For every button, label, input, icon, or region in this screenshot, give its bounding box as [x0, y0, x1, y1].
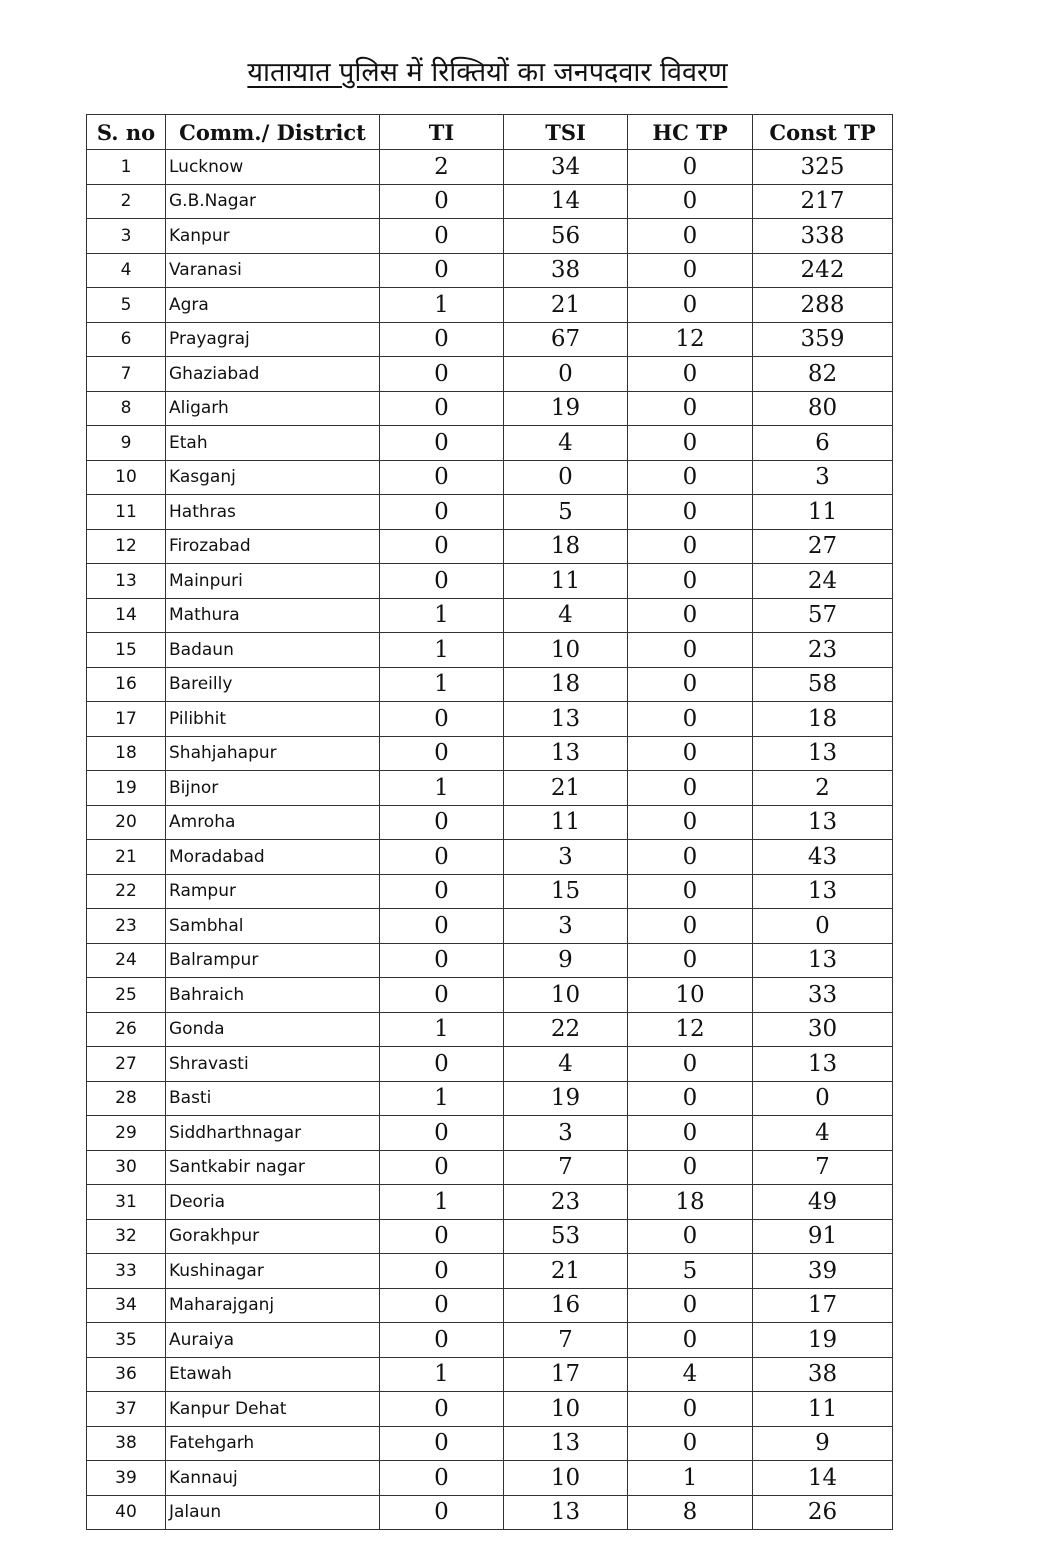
cell-const-tp: 26 [753, 1495, 893, 1530]
table-row [87, 1081, 893, 1116]
cell-ti: 0 [380, 460, 504, 495]
cell-sno: 27 [87, 1047, 166, 1082]
cell-const-tp: 3 [753, 460, 893, 495]
cell-const-tp: 58 [753, 667, 893, 702]
cell-ti: 0 [380, 219, 504, 254]
cell-hc-tp: 0 [628, 1219, 753, 1254]
cell-tsi: 53 [504, 1219, 628, 1254]
cell-district: Pilibhit [166, 702, 380, 737]
cell-const-tp: 33 [753, 978, 893, 1013]
cell-hc-tp: 0 [628, 1081, 753, 1116]
cell-district: Balrampur [166, 943, 380, 978]
table-row [87, 978, 893, 1013]
cell-district: Varanasi [166, 253, 380, 288]
cell-hc-tp: 0 [628, 874, 753, 909]
cell-ti: 1 [380, 598, 504, 633]
cell-district: Santkabir nagar [166, 1150, 380, 1185]
cell-sno: 20 [87, 805, 166, 840]
cell-sno: 34 [87, 1288, 166, 1323]
cell-hc-tp: 18 [628, 1185, 753, 1220]
cell-tsi: 23 [504, 1185, 628, 1220]
cell-const-tp: 325 [753, 150, 893, 185]
cell-tsi: 13 [504, 1426, 628, 1461]
cell-const-tp: 11 [753, 1392, 893, 1427]
cell-tsi: 4 [504, 1047, 628, 1082]
header-district: Comm./ District [166, 115, 380, 150]
cell-district: Sambhal [166, 909, 380, 944]
table-row [87, 1047, 893, 1082]
cell-ti: 0 [380, 1047, 504, 1082]
cell-district: Ghaziabad [166, 357, 380, 392]
cell-district: Firozabad [166, 529, 380, 564]
cell-tsi: 67 [504, 322, 628, 357]
header-sno: S. no [87, 115, 166, 150]
cell-const-tp: 288 [753, 288, 893, 323]
cell-district: Kannauj [166, 1461, 380, 1496]
table-body [87, 150, 893, 1530]
table-row [87, 1185, 893, 1220]
cell-ti: 0 [380, 978, 504, 1013]
cell-district: Auraiya [166, 1323, 380, 1358]
cell-ti: 0 [380, 909, 504, 944]
cell-tsi: 10 [504, 978, 628, 1013]
cell-sno: 23 [87, 909, 166, 944]
cell-hc-tp: 0 [628, 598, 753, 633]
table-row [87, 667, 893, 702]
cell-hc-tp: 0 [628, 1426, 753, 1461]
table-row [87, 1116, 893, 1151]
cell-district: Shravasti [166, 1047, 380, 1082]
cell-sno: 6 [87, 322, 166, 357]
cell-hc-tp: 0 [628, 219, 753, 254]
cell-district: Bahraich [166, 978, 380, 1013]
cell-tsi: 4 [504, 598, 628, 633]
table-row [87, 702, 893, 737]
table-row [87, 357, 893, 392]
cell-ti: 0 [380, 1323, 504, 1358]
cell-sno: 15 [87, 633, 166, 668]
cell-tsi: 10 [504, 1392, 628, 1427]
cell-tsi: 5 [504, 495, 628, 530]
cell-district: Jalaun [166, 1495, 380, 1530]
cell-sno: 21 [87, 840, 166, 875]
table-row [87, 943, 893, 978]
cell-hc-tp: 0 [628, 909, 753, 944]
cell-const-tp: 359 [753, 322, 893, 357]
cell-const-tp: 338 [753, 219, 893, 254]
cell-const-tp: 0 [753, 909, 893, 944]
cell-const-tp: 242 [753, 253, 893, 288]
cell-ti: 1 [380, 1357, 504, 1392]
cell-hc-tp: 0 [628, 667, 753, 702]
page-title [0, 52, 975, 89]
header-tsi: TSI [504, 115, 628, 150]
table-row [87, 1461, 893, 1496]
cell-hc-tp: 0 [628, 460, 753, 495]
cell-hc-tp: 0 [628, 357, 753, 392]
cell-tsi: 34 [504, 150, 628, 185]
cell-const-tp: 14 [753, 1461, 893, 1496]
cell-hc-tp: 10 [628, 978, 753, 1013]
cell-hc-tp: 0 [628, 1116, 753, 1151]
cell-hc-tp: 0 [628, 1323, 753, 1358]
cell-ti: 0 [380, 1288, 504, 1323]
cell-ti: 0 [380, 840, 504, 875]
cell-const-tp: 19 [753, 1323, 893, 1358]
cell-district: Shahjahapur [166, 736, 380, 771]
table-row [87, 391, 893, 426]
cell-tsi: 4 [504, 426, 628, 461]
table-row [87, 288, 893, 323]
table-row [87, 1012, 893, 1047]
cell-hc-tp: 0 [628, 288, 753, 323]
cell-tsi: 13 [504, 736, 628, 771]
cell-tsi: 9 [504, 943, 628, 978]
cell-hc-tp: 0 [628, 1392, 753, 1427]
cell-district: Kushinagar [166, 1254, 380, 1289]
cell-sno: 2 [87, 184, 166, 219]
cell-sno: 35 [87, 1323, 166, 1358]
cell-hc-tp: 8 [628, 1495, 753, 1530]
cell-district: Moradabad [166, 840, 380, 875]
table-row [87, 253, 893, 288]
cell-tsi: 19 [504, 1081, 628, 1116]
cell-sno: 5 [87, 288, 166, 323]
cell-tsi: 7 [504, 1150, 628, 1185]
cell-sno: 12 [87, 529, 166, 564]
cell-hc-tp: 0 [628, 943, 753, 978]
cell-district: Amroha [166, 805, 380, 840]
cell-const-tp: 13 [753, 805, 893, 840]
table-row [87, 771, 893, 806]
cell-sno: 37 [87, 1392, 166, 1427]
cell-sno: 14 [87, 598, 166, 633]
cell-district: Kanpur Dehat [166, 1392, 380, 1427]
cell-sno: 9 [87, 426, 166, 461]
cell-tsi: 11 [504, 805, 628, 840]
table-row [87, 219, 893, 254]
table-row [87, 1288, 893, 1323]
cell-const-tp: 7 [753, 1150, 893, 1185]
cell-hc-tp: 1 [628, 1461, 753, 1496]
cell-const-tp: 57 [753, 598, 893, 633]
cell-ti: 0 [380, 564, 504, 599]
cell-sno: 17 [87, 702, 166, 737]
cell-sno: 4 [87, 253, 166, 288]
cell-district: Etawah [166, 1357, 380, 1392]
cell-const-tp: 13 [753, 874, 893, 909]
cell-hc-tp: 5 [628, 1254, 753, 1289]
cell-sno: 31 [87, 1185, 166, 1220]
table-row [87, 1357, 893, 1392]
header-ti: TI [380, 115, 504, 150]
table-row [87, 1219, 893, 1254]
cell-tsi: 11 [504, 564, 628, 599]
cell-ti: 0 [380, 805, 504, 840]
cell-district: Lucknow [166, 150, 380, 185]
cell-const-tp: 13 [753, 1047, 893, 1082]
cell-tsi: 10 [504, 633, 628, 668]
cell-district: Agra [166, 288, 380, 323]
cell-sno: 16 [87, 667, 166, 702]
cell-const-tp: 38 [753, 1357, 893, 1392]
cell-ti: 0 [380, 1254, 504, 1289]
cell-tsi: 0 [504, 357, 628, 392]
cell-tsi: 19 [504, 391, 628, 426]
cell-district: Aligarh [166, 391, 380, 426]
cell-const-tp: 82 [753, 357, 893, 392]
header-hc-tp: HC TP [628, 115, 753, 150]
cell-ti: 0 [380, 1461, 504, 1496]
cell-tsi: 16 [504, 1288, 628, 1323]
cell-hc-tp: 0 [628, 702, 753, 737]
cell-const-tp: 18 [753, 702, 893, 737]
cell-hc-tp: 0 [628, 1047, 753, 1082]
cell-ti: 0 [380, 495, 504, 530]
cell-const-tp: 23 [753, 633, 893, 668]
cell-tsi: 14 [504, 184, 628, 219]
cell-sno: 19 [87, 771, 166, 806]
cell-sno: 7 [87, 357, 166, 392]
cell-district: Fatehgarh [166, 1426, 380, 1461]
cell-ti: 1 [380, 1185, 504, 1220]
cell-hc-tp: 0 [628, 495, 753, 530]
cell-sno: 3 [87, 219, 166, 254]
table-row [87, 529, 893, 564]
table-row [87, 564, 893, 599]
cell-ti: 0 [380, 184, 504, 219]
cell-const-tp: 91 [753, 1219, 893, 1254]
cell-sno: 13 [87, 564, 166, 599]
cell-const-tp: 24 [753, 564, 893, 599]
table-row [87, 805, 893, 840]
cell-district: Mainpuri [166, 564, 380, 599]
table-row [87, 874, 893, 909]
cell-ti: 1 [380, 1012, 504, 1047]
cell-const-tp: 13 [753, 943, 893, 978]
cell-ti: 0 [380, 1116, 504, 1151]
cell-tsi: 0 [504, 460, 628, 495]
cell-const-tp: 217 [753, 184, 893, 219]
cell-district: Rampur [166, 874, 380, 909]
cell-district: Deoria [166, 1185, 380, 1220]
cell-sno: 1 [87, 150, 166, 185]
cell-const-tp: 9 [753, 1426, 893, 1461]
cell-ti: 0 [380, 253, 504, 288]
cell-hc-tp: 0 [628, 1150, 753, 1185]
cell-hc-tp: 0 [628, 184, 753, 219]
cell-district: Hathras [166, 495, 380, 530]
cell-district: Prayagraj [166, 322, 380, 357]
cell-tsi: 3 [504, 1116, 628, 1151]
cell-sno: 22 [87, 874, 166, 909]
cell-ti: 0 [380, 1426, 504, 1461]
cell-const-tp: 43 [753, 840, 893, 875]
cell-district: Badaun [166, 633, 380, 668]
vacancy-table [86, 114, 893, 1530]
header-row [87, 115, 893, 150]
cell-tsi: 10 [504, 1461, 628, 1496]
cell-ti: 0 [380, 529, 504, 564]
table-row [87, 460, 893, 495]
cell-sno: 28 [87, 1081, 166, 1116]
table-row [87, 184, 893, 219]
cell-ti: 0 [380, 1150, 504, 1185]
cell-district: Bareilly [166, 667, 380, 702]
cell-tsi: 13 [504, 1495, 628, 1530]
cell-district: Gorakhpur [166, 1219, 380, 1254]
cell-const-tp: 6 [753, 426, 893, 461]
cell-ti: 0 [380, 874, 504, 909]
cell-ti: 2 [380, 150, 504, 185]
cell-hc-tp: 0 [628, 253, 753, 288]
cell-sno: 8 [87, 391, 166, 426]
cell-hc-tp: 0 [628, 771, 753, 806]
page-title-text: यातायात पुलिस में रिक्तियों का जनपदवार विवरण [247, 57, 728, 88]
cell-sno: 32 [87, 1219, 166, 1254]
cell-tsi: 22 [504, 1012, 628, 1047]
cell-hc-tp: 4 [628, 1357, 753, 1392]
table-row [87, 1392, 893, 1427]
cell-ti: 1 [380, 633, 504, 668]
table-row [87, 322, 893, 357]
cell-sno: 36 [87, 1357, 166, 1392]
header-const-tp: Const TP [753, 115, 893, 150]
cell-hc-tp: 0 [628, 1288, 753, 1323]
cell-sno: 30 [87, 1150, 166, 1185]
cell-ti: 0 [380, 391, 504, 426]
cell-hc-tp: 0 [628, 805, 753, 840]
cell-ti: 1 [380, 288, 504, 323]
cell-sno: 38 [87, 1426, 166, 1461]
cell-const-tp: 17 [753, 1288, 893, 1323]
table-row [87, 150, 893, 185]
cell-ti: 1 [380, 771, 504, 806]
cell-tsi: 21 [504, 771, 628, 806]
cell-sno: 26 [87, 1012, 166, 1047]
cell-const-tp: 39 [753, 1254, 893, 1289]
cell-district: Basti [166, 1081, 380, 1116]
table-row [87, 633, 893, 668]
cell-const-tp: 13 [753, 736, 893, 771]
cell-ti: 0 [380, 736, 504, 771]
cell-hc-tp: 12 [628, 322, 753, 357]
cell-tsi: 7 [504, 1323, 628, 1358]
cell-district: Kasganj [166, 460, 380, 495]
cell-sno: 11 [87, 495, 166, 530]
cell-tsi: 3 [504, 840, 628, 875]
cell-tsi: 3 [504, 909, 628, 944]
cell-hc-tp: 0 [628, 736, 753, 771]
cell-sno: 18 [87, 736, 166, 771]
table-row [87, 840, 893, 875]
table-row [87, 426, 893, 461]
cell-district: Etah [166, 426, 380, 461]
table-row [87, 598, 893, 633]
cell-hc-tp: 0 [628, 529, 753, 564]
cell-const-tp: 0 [753, 1081, 893, 1116]
cell-district: Gonda [166, 1012, 380, 1047]
cell-sno: 24 [87, 943, 166, 978]
cell-const-tp: 2 [753, 771, 893, 806]
cell-district: Bijnor [166, 771, 380, 806]
cell-district: Maharajganj [166, 1288, 380, 1323]
cell-ti: 0 [380, 1219, 504, 1254]
cell-sno: 29 [87, 1116, 166, 1151]
cell-ti: 0 [380, 702, 504, 737]
cell-const-tp: 11 [753, 495, 893, 530]
cell-ti: 1 [380, 1081, 504, 1116]
cell-const-tp: 27 [753, 529, 893, 564]
cell-ti: 0 [380, 426, 504, 461]
cell-district: G.B.Nagar [166, 184, 380, 219]
cell-tsi: 18 [504, 667, 628, 702]
cell-tsi: 56 [504, 219, 628, 254]
cell-district: Siddharthnagar [166, 1116, 380, 1151]
cell-hc-tp: 0 [628, 150, 753, 185]
cell-tsi: 15 [504, 874, 628, 909]
cell-const-tp: 4 [753, 1116, 893, 1151]
cell-sno: 10 [87, 460, 166, 495]
table-row [87, 495, 893, 530]
cell-sno: 33 [87, 1254, 166, 1289]
cell-tsi: 38 [504, 253, 628, 288]
table-row [87, 909, 893, 944]
cell-hc-tp: 0 [628, 633, 753, 668]
cell-tsi: 21 [504, 288, 628, 323]
cell-sno: 40 [87, 1495, 166, 1530]
cell-ti: 0 [380, 322, 504, 357]
cell-district: Kanpur [166, 219, 380, 254]
table-row [87, 1426, 893, 1461]
cell-tsi: 21 [504, 1254, 628, 1289]
cell-const-tp: 80 [753, 391, 893, 426]
cell-district: Mathura [166, 598, 380, 633]
cell-hc-tp: 0 [628, 840, 753, 875]
table-row [87, 1150, 893, 1185]
cell-ti: 0 [380, 357, 504, 392]
cell-hc-tp: 12 [628, 1012, 753, 1047]
cell-ti: 0 [380, 943, 504, 978]
table-row [87, 1495, 893, 1530]
cell-hc-tp: 0 [628, 391, 753, 426]
cell-const-tp: 30 [753, 1012, 893, 1047]
cell-hc-tp: 0 [628, 564, 753, 599]
cell-ti: 1 [380, 667, 504, 702]
cell-sno: 25 [87, 978, 166, 1013]
cell-tsi: 17 [504, 1357, 628, 1392]
table-row [87, 1254, 893, 1289]
cell-hc-tp: 0 [628, 426, 753, 461]
cell-ti: 0 [380, 1392, 504, 1427]
cell-sno: 39 [87, 1461, 166, 1496]
cell-tsi: 18 [504, 529, 628, 564]
table-row [87, 1323, 893, 1358]
cell-ti: 0 [380, 1495, 504, 1530]
cell-tsi: 13 [504, 702, 628, 737]
table-row [87, 736, 893, 771]
cell-const-tp: 49 [753, 1185, 893, 1220]
